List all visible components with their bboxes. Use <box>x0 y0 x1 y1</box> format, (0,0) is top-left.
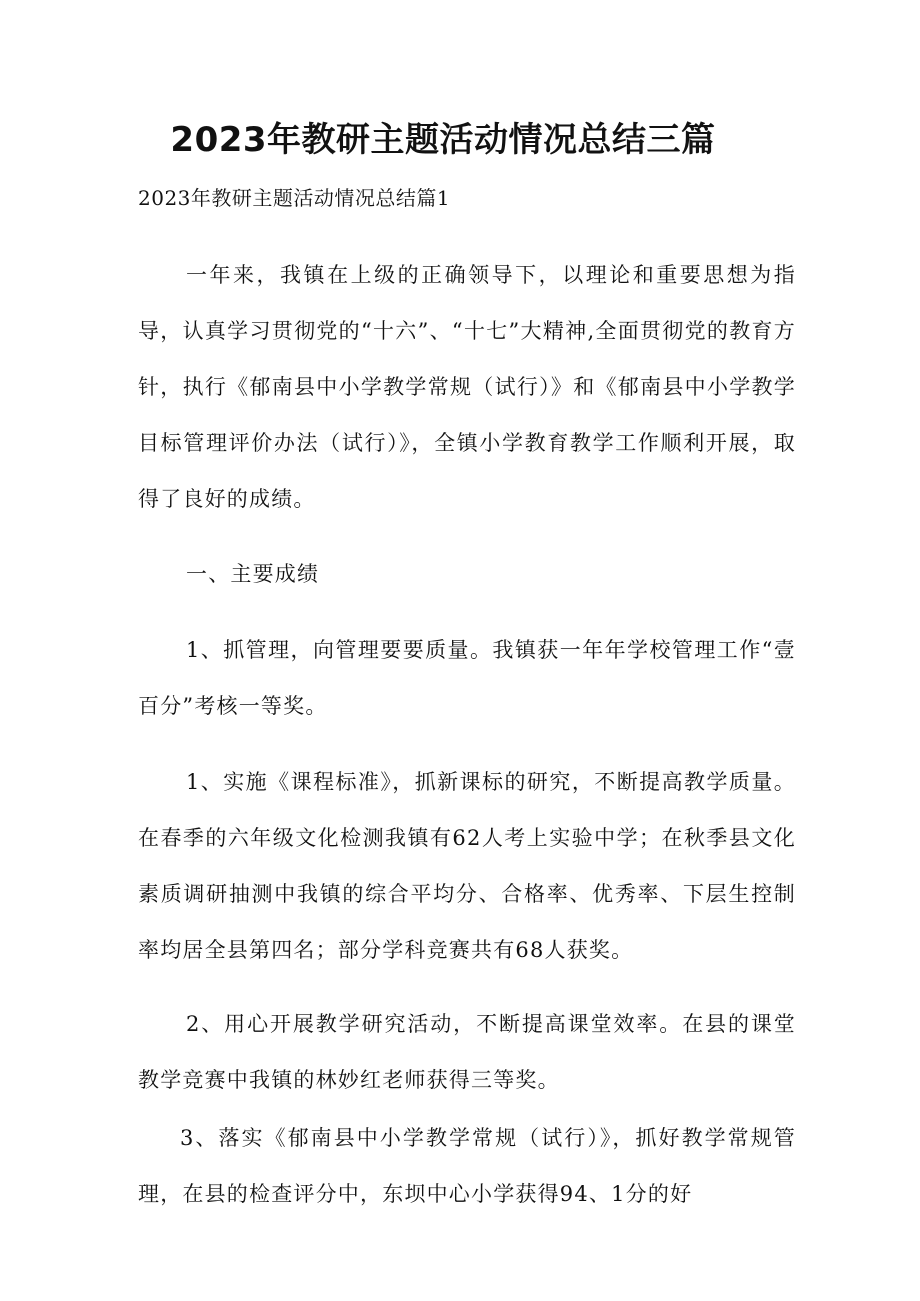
paragraph-teaching-research: 2、用心开展教学研究活动，不断提高课堂效率。在县的课堂教学竞赛中我镇的林妙红老师获得三等奖。 <box>138 1012 796 1092</box>
document-title: 2023年教研主题活动情况总结三篇 <box>170 120 716 160</box>
paragraph-intro: 一年来，我镇在上级的正确领导下，以理论和重要思想为指导，认真学习贯彻党的“十六”、“十七”大精神,全面贯彻党的教育方针，执行《郁南县中小学教学常规（试行）》和《郁南县中小学教学目标管理评价办法（试行）》，全镇小学教育教学工作顺利开展，取得了良好的成绩。 <box>138 263 796 511</box>
document-subtitle: 2023年教研主题活动情况总结篇1 <box>138 186 451 210</box>
paragraph-teaching-routine: 3、落实《郁南县中小学教学常规（试行）》，抓好教学常规管理，在县的检查评分中，东坝中心小学获得94、1分的好 <box>138 1126 796 1206</box>
section-heading-main-achievements: 一、主要成绩 <box>186 562 320 586</box>
paragraph-management: 1、抓管理，向管理要要质量。我镇获一年年学校管理工作“壹百分”考核一等奖。 <box>138 638 796 718</box>
paragraph-curriculum-standards: 1、实施《课程标准》，抓新课标的研究，不断提高教学质量。在春季的六年级文化检测我镇有62人考上实验中学；在秋季县文化素质调研抽测中我镇的综合平均分、合格率、优秀率、下层生控制率均居全县第四名；部分学科竞赛共有68人获奖。 <box>138 770 796 962</box>
